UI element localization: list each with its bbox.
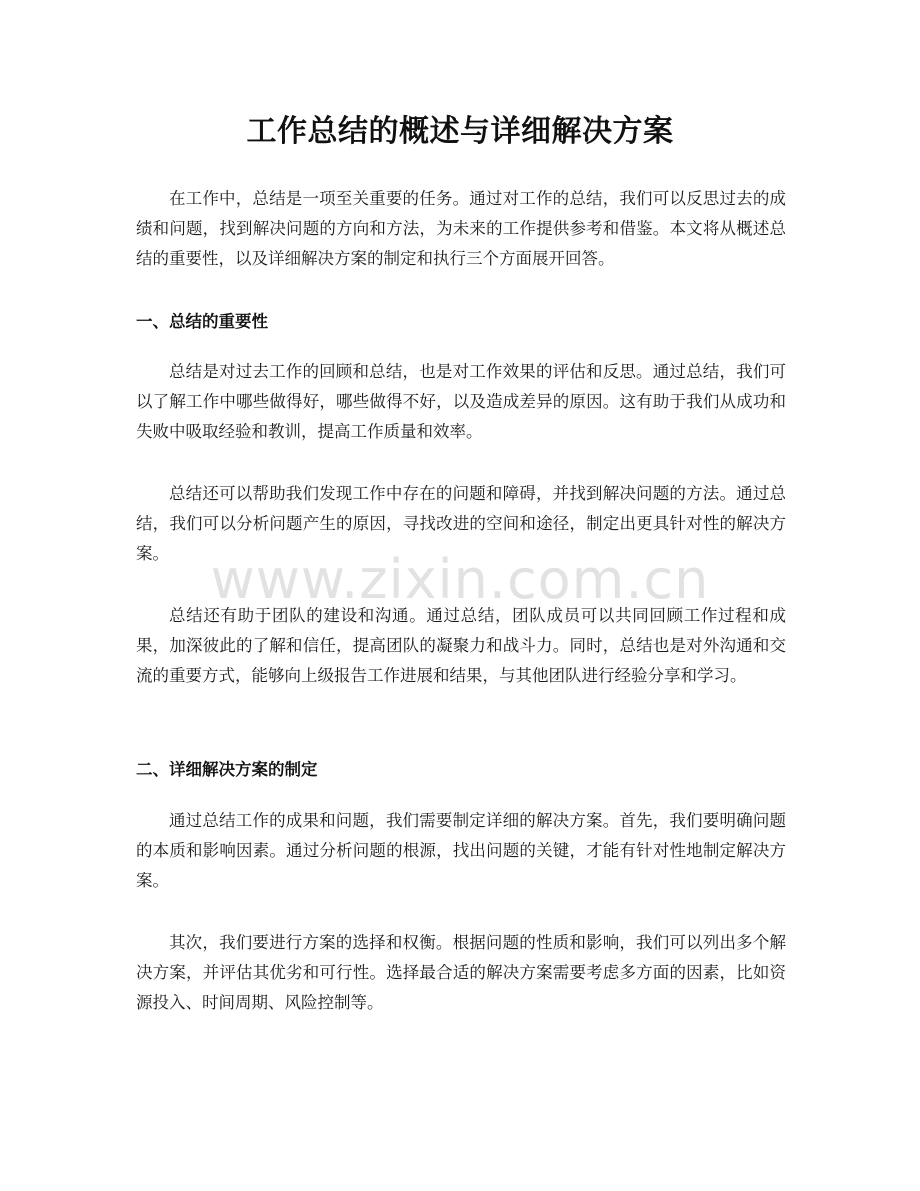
paragraph-solution-1: 通过总结工作的成果和问题，我们需要制定详细的解决方案。首先，我们要明确问题的本质和影响因素。通过分析问题的根源，找出问题的关键，才能有针对性地制定解决方案。 (136, 811, 786, 890)
section-heading-solution: 二、详细解决方案的制定 (136, 760, 318, 779)
section-heading-importance: 一、总结的重要性 (136, 312, 268, 331)
watermark: www.zixin.com.cn (210, 548, 710, 611)
intro-paragraph: 在工作中，总结是一项至关重要的任务。通过对工作的总结，我们可以反思过去的成绩和问题，找到解决问题的方向和方法，为未来的工作提供参考和借鉴。本文将从概述总结的重要性，以及详细解决方案的制定和执行三个方面展开回答。 (136, 189, 786, 268)
paragraph-importance-1: 总结是对过去工作的回顾和总结，也是对工作效果的评估和反思。通过总结，我们可以了解工作中哪些做得好，哪些做得不好，以及造成差异的原因。这有助于我们从成功和失败中吸取经验和教训，提高工作质量和效率。 (136, 362, 786, 441)
paragraph-solution-2: 其次，我们要进行方案的选择和权衡。根据问题的性质和影响，我们可以列出多个解决方案，并评估其优劣和可行性。选择最合适的解决方案需要考虑多方面的因素，比如资源投入、时间周期、风险控制等。 (136, 933, 786, 1012)
paragraph-importance-3: 总结还有助于团队的建设和沟通。通过总结，团队成员可以共同回顾工作过程和成果，加深彼此的了解和信任，提高团队的凝聚力和战斗力。同时，总结也是对外沟通和交流的重要方式，能够向上级报告工作进展和结果，与其他团队进行经验分享和学习。 (136, 606, 786, 685)
paragraph-importance-2: 总结还可以帮助我们发现工作中存在的问题和障碍，并找到解决问题的方法。通过总结，我们可以分析问题产生的原因，寻找改进的空间和途径，制定出更具针对性的解决方案。 (136, 484, 786, 563)
page-title: 工作总结的概述与详细解决方案 (246, 114, 674, 149)
